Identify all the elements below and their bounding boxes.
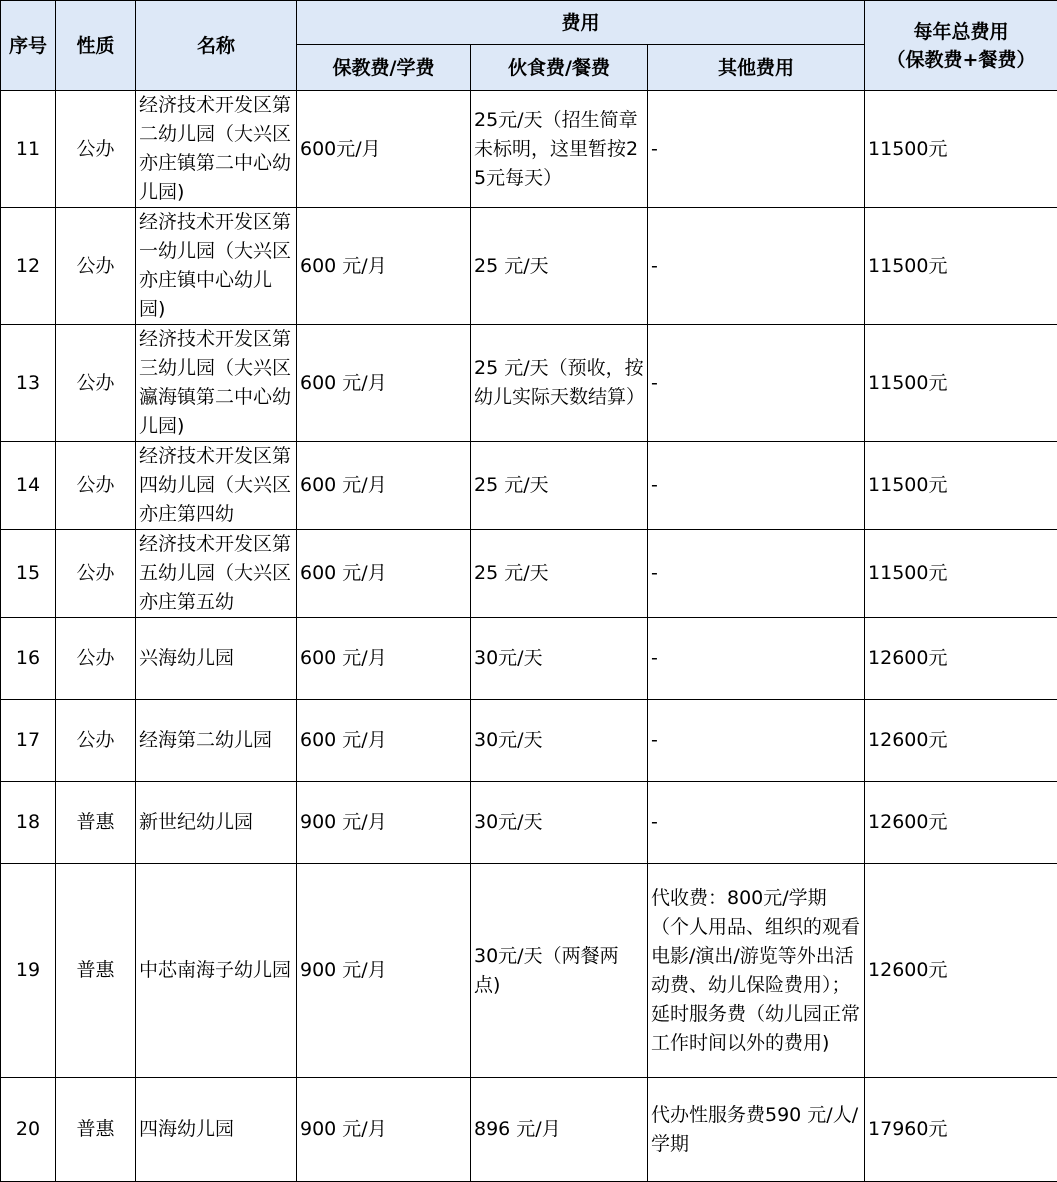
cell-seq: 19 bbox=[1, 864, 56, 1078]
cell-nature: 公办 bbox=[56, 325, 136, 442]
cell-other: - bbox=[648, 700, 865, 782]
header-meal: 伙食费/餐费 bbox=[471, 45, 648, 91]
cell-seq: 16 bbox=[1, 618, 56, 700]
header-nature: 性质 bbox=[56, 1, 136, 91]
cell-nature: 公办 bbox=[56, 700, 136, 782]
cell-name: 中芯南海子幼儿园 bbox=[136, 864, 297, 1078]
cell-other: - bbox=[648, 618, 865, 700]
cell-other: - bbox=[648, 208, 865, 325]
cell-name: 经济技术开发区第二幼儿园（大兴区亦庄镇第二中心幼儿园) bbox=[136, 91, 297, 208]
cell-other: - bbox=[648, 442, 865, 530]
header-annual-line2: （保教费+餐费） bbox=[868, 46, 1054, 74]
cell-annual: 12600元 bbox=[865, 782, 1057, 864]
cell-tuition: 600 元/月 bbox=[297, 700, 471, 782]
cell-nature: 公办 bbox=[56, 91, 136, 208]
cell-meal: 30元/天 bbox=[471, 700, 648, 782]
cell-nature: 普惠 bbox=[56, 864, 136, 1078]
cell-other: - bbox=[648, 325, 865, 442]
cell-nature: 普惠 bbox=[56, 782, 136, 864]
cell-seq: 18 bbox=[1, 782, 56, 864]
cell-annual: 12600元 bbox=[865, 700, 1057, 782]
cell-tuition: 600 元/月 bbox=[297, 442, 471, 530]
cell-tuition: 900 元/月 bbox=[297, 1078, 471, 1182]
cell-seq: 17 bbox=[1, 700, 56, 782]
cell-annual: 11500元 bbox=[865, 325, 1057, 442]
cell-other: - bbox=[648, 782, 865, 864]
cell-name: 四海幼儿园 bbox=[136, 1078, 297, 1182]
table-row bbox=[1, 91, 1057, 208]
cell-other: - bbox=[648, 91, 865, 208]
cell-annual: 11500元 bbox=[865, 208, 1057, 325]
cell-name: 兴海幼儿园 bbox=[136, 618, 297, 700]
cell-meal: 25 元/天（预收，按幼儿实际天数结算） bbox=[471, 325, 648, 442]
cell-meal: 25 元/天 bbox=[471, 530, 648, 618]
cell-annual: 11500元 bbox=[865, 91, 1057, 208]
cell-other: 代办性服务费590 元/人/学期 bbox=[648, 1078, 865, 1182]
cell-tuition: 900 元/月 bbox=[297, 864, 471, 1078]
cell-annual: 17960元 bbox=[865, 1078, 1057, 1182]
table-row bbox=[1, 442, 1057, 530]
header-annual-total bbox=[865, 1, 1057, 91]
header-other: 其他费用 bbox=[648, 45, 865, 91]
header-tuition: 保教费/学费 bbox=[297, 45, 471, 91]
cell-name: 经济技术开发区第一幼儿园（大兴区亦庄镇中心幼儿园) bbox=[136, 208, 297, 325]
cell-meal: 25 元/天 bbox=[471, 442, 648, 530]
cell-nature: 公办 bbox=[56, 530, 136, 618]
cell-annual: 12600元 bbox=[865, 864, 1057, 1078]
table-row bbox=[1, 1078, 1057, 1182]
cell-annual: 11500元 bbox=[865, 530, 1057, 618]
cell-name: 经济技术开发区第三幼儿园（大兴区瀛海镇第二中心幼儿园) bbox=[136, 325, 297, 442]
cell-meal: 25 元/天 bbox=[471, 208, 648, 325]
cell-nature: 公办 bbox=[56, 442, 136, 530]
header-name: 名称 bbox=[136, 1, 297, 91]
cell-tuition: 600 元/月 bbox=[297, 618, 471, 700]
cell-seq: 13 bbox=[1, 325, 56, 442]
cell-nature: 公办 bbox=[56, 208, 136, 325]
cell-meal: 30元/天 bbox=[471, 618, 648, 700]
cell-tuition: 600 元/月 bbox=[297, 325, 471, 442]
header-seq: 序号 bbox=[1, 1, 56, 91]
table-row bbox=[1, 208, 1057, 325]
table-row bbox=[1, 864, 1057, 1078]
cell-seq: 11 bbox=[1, 91, 56, 208]
cell-meal: 896 元/月 bbox=[471, 1078, 648, 1182]
cell-name: 新世纪幼儿园 bbox=[136, 782, 297, 864]
cell-meal: 25元/天（招生简章未标明，这里暂按25元每天） bbox=[471, 91, 648, 208]
header-fees-group: 费用 bbox=[297, 1, 865, 45]
cell-tuition: 900 元/月 bbox=[297, 782, 471, 864]
cell-seq: 15 bbox=[1, 530, 56, 618]
header-annual-line1: 每年总费用 bbox=[868, 18, 1054, 46]
cell-nature: 公办 bbox=[56, 618, 136, 700]
cell-other: 代收费：800元/学期（个人用品、组织的观看电影/演出/游览等外出活动费、幼儿保险费用）；延时服务费（幼儿园正常工作时间以外的费用) bbox=[648, 864, 865, 1078]
table-row bbox=[1, 782, 1057, 864]
cell-meal: 30元/天 bbox=[471, 782, 648, 864]
cell-tuition: 600 元/月 bbox=[297, 530, 471, 618]
table-row bbox=[1, 618, 1057, 700]
table-row bbox=[1, 325, 1057, 442]
table-row bbox=[1, 530, 1057, 618]
cell-tuition: 600元/月 bbox=[297, 91, 471, 208]
cell-other: - bbox=[648, 530, 865, 618]
cell-annual: 12600元 bbox=[865, 618, 1057, 700]
cell-nature: 普惠 bbox=[56, 1078, 136, 1182]
cell-annual: 11500元 bbox=[865, 442, 1057, 530]
cell-name: 经济技术开发区第四幼儿园（大兴区亦庄第四幼 bbox=[136, 442, 297, 530]
cell-name: 经济技术开发区第五幼儿园（大兴区亦庄第五幼 bbox=[136, 530, 297, 618]
cell-seq: 12 bbox=[1, 208, 56, 325]
cell-tuition: 600 元/月 bbox=[297, 208, 471, 325]
cell-name: 经海第二幼儿园 bbox=[136, 700, 297, 782]
cell-seq: 20 bbox=[1, 1078, 56, 1182]
table-row bbox=[1, 700, 1057, 782]
cell-meal: 30元/天（两餐两点) bbox=[471, 864, 648, 1078]
cell-seq: 14 bbox=[1, 442, 56, 530]
